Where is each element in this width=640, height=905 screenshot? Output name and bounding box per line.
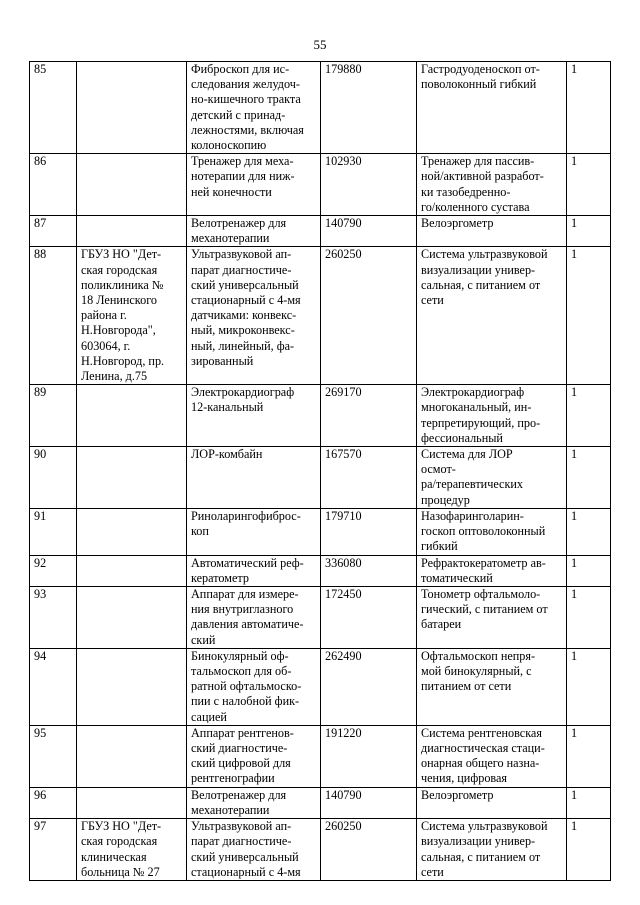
quantity-text: 1	[571, 787, 578, 802]
quantity-text: 1	[571, 819, 578, 834]
quantity-text: 1	[571, 247, 578, 262]
row-number-text: 85	[34, 62, 47, 76]
row-number-text: 87	[34, 216, 47, 231]
device-type-text: Электрокардиограф многоканальный, ин- терпретирующий, про- фессиональный	[421, 385, 541, 445]
device-name-cell	[187, 247, 321, 385]
table-row	[30, 586, 611, 648]
organization-cell	[77, 725, 187, 787]
row-number-text: 92	[34, 555, 47, 570]
row-number-cell	[30, 648, 77, 725]
device-type-text: Гастродуоденоскоп от- поволоконный гибкий	[421, 62, 540, 92]
table-row	[30, 819, 611, 881]
device-type-cell	[417, 447, 567, 509]
device-code-text: 167570	[325, 447, 362, 462]
row-number-text: 95	[34, 725, 47, 740]
row-number-cell	[30, 725, 77, 787]
device-name-cell	[187, 508, 321, 555]
device-name-cell	[187, 648, 321, 725]
quantity-text: 1	[571, 385, 578, 400]
device-name-text: Аппарат для измере- ния внутриглазного давления автоматиче- ский	[191, 586, 304, 647]
quantity-cell	[567, 247, 611, 385]
row-number-cell	[30, 216, 77, 247]
table-row	[30, 154, 611, 216]
row-number-cell	[30, 586, 77, 648]
device-name-text: ЛОР-комбайн	[191, 447, 263, 462]
quantity-text: 1	[571, 508, 578, 523]
organization-cell	[77, 648, 187, 725]
device-name-text: Ультразвуковой ап- парат диагностиче- ский универсальный стационарный с 4-мя	[191, 819, 301, 879]
device-code-text: 179710	[325, 508, 362, 523]
row-number-cell	[30, 62, 77, 154]
table-row	[30, 62, 611, 154]
organization-cell	[77, 508, 187, 555]
device-code-cell	[321, 62, 417, 154]
device-type-text: Офтальмоскоп непря- мой бинокулярный, с питанием от сети	[421, 648, 536, 694]
row-number-cell	[30, 385, 77, 447]
organization-cell	[77, 447, 187, 509]
device-code-cell	[321, 154, 417, 216]
device-name-text: Тренажер для меха- нотерапии для ниж- ней конечности	[191, 154, 295, 199]
device-code-cell	[321, 216, 417, 247]
device-code-text: 140790	[325, 216, 362, 231]
device-type-cell	[417, 508, 567, 555]
device-name-text: Автоматический реф- кератометр	[191, 555, 304, 585]
quantity-cell	[567, 508, 611, 555]
device-type-text: Рефрактокератометр ав- томатический	[421, 555, 546, 585]
device-name-cell	[187, 154, 321, 216]
device-name-cell	[187, 819, 321, 881]
table-row	[30, 555, 611, 586]
device-code-text: 140790	[325, 787, 362, 802]
device-code-text: 260250	[325, 247, 362, 262]
organization-cell	[77, 819, 187, 881]
quantity-cell	[567, 385, 611, 447]
row-number-text: 97	[34, 819, 47, 834]
device-name-text: Бинокулярный оф- тальмоскоп для об- ратной офтальмоско- пии с налобной фик- сацией	[191, 648, 302, 724]
device-code-cell	[321, 385, 417, 447]
table-row	[30, 787, 611, 818]
device-type-cell	[417, 648, 567, 725]
device-name-text: Аппарат рентгенов- ский диагностиче- ский цифровой для рентгенографии	[191, 725, 294, 786]
organization-cell	[77, 247, 187, 385]
device-name-text: Фиброскоп для ис- следования желудоч- но-кишечного тракта детский с принад- лежностями, включая колоноскопию	[191, 62, 304, 153]
quantity-text: 1	[571, 555, 578, 570]
row-number-text: 89	[34, 385, 47, 400]
row-number-cell	[30, 447, 77, 509]
device-name-cell	[187, 555, 321, 586]
device-type-text: Велоэргометр	[421, 216, 494, 231]
row-number-text: 86	[34, 154, 47, 169]
device-name-text: Ультразвуковой ап- парат диагностиче- ский универсальный стационарный с 4-мя датчиками: конвекс- ный, микроконвекс- ный, линейный, фа- зированный	[191, 247, 301, 368]
device-code-cell	[321, 247, 417, 385]
equipment-table	[29, 61, 611, 881]
device-name-cell	[187, 447, 321, 509]
table-row	[30, 508, 611, 555]
organization-cell	[77, 154, 187, 216]
table-row	[30, 447, 611, 509]
quantity-text: 1	[571, 447, 578, 462]
device-type-cell	[417, 787, 567, 818]
quantity-text: 1	[571, 216, 578, 231]
table-row	[30, 216, 611, 247]
device-code-text: 260250	[325, 819, 362, 834]
device-code-text: 336080	[325, 555, 362, 570]
row-number-text: 96	[34, 787, 47, 802]
row-number-cell	[30, 819, 77, 881]
device-code-text: 269170	[325, 385, 362, 400]
device-type-cell	[417, 555, 567, 586]
device-name-cell	[187, 586, 321, 648]
device-type-text: Тонометр офтальмоло- гический, с питанием от батареи	[421, 586, 548, 632]
organization-cell	[77, 787, 187, 818]
row-number-cell	[30, 154, 77, 216]
table-row	[30, 725, 611, 787]
device-type-cell	[417, 62, 567, 154]
device-code-cell	[321, 819, 417, 881]
device-name-text: Велотренажер для механотерапии	[191, 787, 287, 817]
table-row	[30, 247, 611, 385]
device-name-cell	[187, 725, 321, 787]
page-number: 55	[313, 37, 327, 52]
row-number-cell	[30, 555, 77, 586]
row-number-text: 93	[34, 586, 47, 601]
device-type-cell	[417, 216, 567, 247]
row-number-text: 88	[34, 247, 47, 262]
table-row	[30, 648, 611, 725]
device-type-text: Тренажер для пассив- ной/активной разработ- ки тазобедренно- го/коленного сустава	[421, 154, 544, 214]
quantity-cell	[567, 154, 611, 216]
device-name-cell	[187, 62, 321, 154]
quantity-cell	[567, 586, 611, 648]
device-type-cell	[417, 819, 567, 881]
device-type-text: Система рентгеновская диагностическая стаци- онарная общего назна- чения, цифровая	[421, 725, 545, 786]
quantity-cell	[567, 787, 611, 818]
device-code-text: 262490	[325, 648, 362, 663]
quantity-cell	[567, 555, 611, 586]
device-code-text: 179880	[325, 62, 362, 76]
organization-cell	[77, 586, 187, 648]
organization-cell	[77, 385, 187, 447]
device-name-text: Велотренажер для механотерапии	[191, 216, 287, 246]
organization-cell	[77, 62, 187, 154]
row-number-text: 90	[34, 447, 47, 462]
quantity-text: 1	[571, 586, 578, 601]
quantity-text: 1	[571, 62, 578, 76]
device-type-text: Система ультразвуковой визуализации универ- сальная, с питанием от сети	[421, 819, 548, 879]
device-type-text: Система ультразвуковой визуализации универ- сальная, с питанием от сети	[421, 247, 548, 308]
device-type-text: Система для ЛОР осмот- ра/терапевтических процедур	[421, 447, 523, 507]
device-name-cell	[187, 385, 321, 447]
device-code-text: 102930	[325, 154, 362, 169]
organization-cell	[77, 216, 187, 247]
row-number-cell	[30, 247, 77, 385]
quantity-cell	[567, 62, 611, 154]
device-code-cell	[321, 787, 417, 818]
quantity-cell	[567, 819, 611, 881]
device-code-text: 191220	[325, 725, 362, 740]
organization-text: ГБУЗ НО "Дет- ская городская поликлиника № 18 Ленинского района г. Н.Новгорода", 603064, г. Н.Новгород, пр. Ленина, д.75	[81, 247, 165, 384]
device-code-cell	[321, 508, 417, 555]
device-name-text: Электрокардиограф 12-канальный	[191, 385, 295, 415]
device-type-cell	[417, 385, 567, 447]
device-type-text: Назофаринголарин- госкоп оптоволоконный гибкий	[421, 508, 546, 554]
device-name-cell	[187, 787, 321, 818]
device-type-cell	[417, 586, 567, 648]
organization-text: ГБУЗ НО "Дет- ская городская клиническая больница № 27	[81, 819, 162, 879]
quantity-cell	[567, 725, 611, 787]
device-code-cell	[321, 725, 417, 787]
device-code-cell	[321, 586, 417, 648]
table-row	[30, 385, 611, 447]
device-type-text: Велоэргометр	[421, 787, 494, 802]
quantity-cell	[567, 648, 611, 725]
device-name-cell	[187, 216, 321, 247]
quantity-text: 1	[571, 725, 578, 740]
device-type-cell	[417, 247, 567, 385]
row-number-cell	[30, 508, 77, 555]
row-number-text: 91	[34, 508, 47, 523]
quantity-text: 1	[571, 154, 578, 169]
quantity-text: 1	[571, 648, 578, 663]
device-type-cell	[417, 154, 567, 216]
device-code-cell	[321, 555, 417, 586]
row-number-text: 94	[34, 648, 47, 663]
quantity-cell	[567, 447, 611, 509]
device-type-cell	[417, 725, 567, 787]
row-number-cell	[30, 787, 77, 818]
table-body	[30, 62, 611, 881]
device-code-cell	[321, 648, 417, 725]
device-code-cell	[321, 447, 417, 509]
quantity-cell	[567, 216, 611, 247]
organization-cell	[77, 555, 187, 586]
device-name-text: Риноларингофиброс- коп	[191, 508, 301, 539]
device-code-text: 172450	[325, 586, 362, 601]
